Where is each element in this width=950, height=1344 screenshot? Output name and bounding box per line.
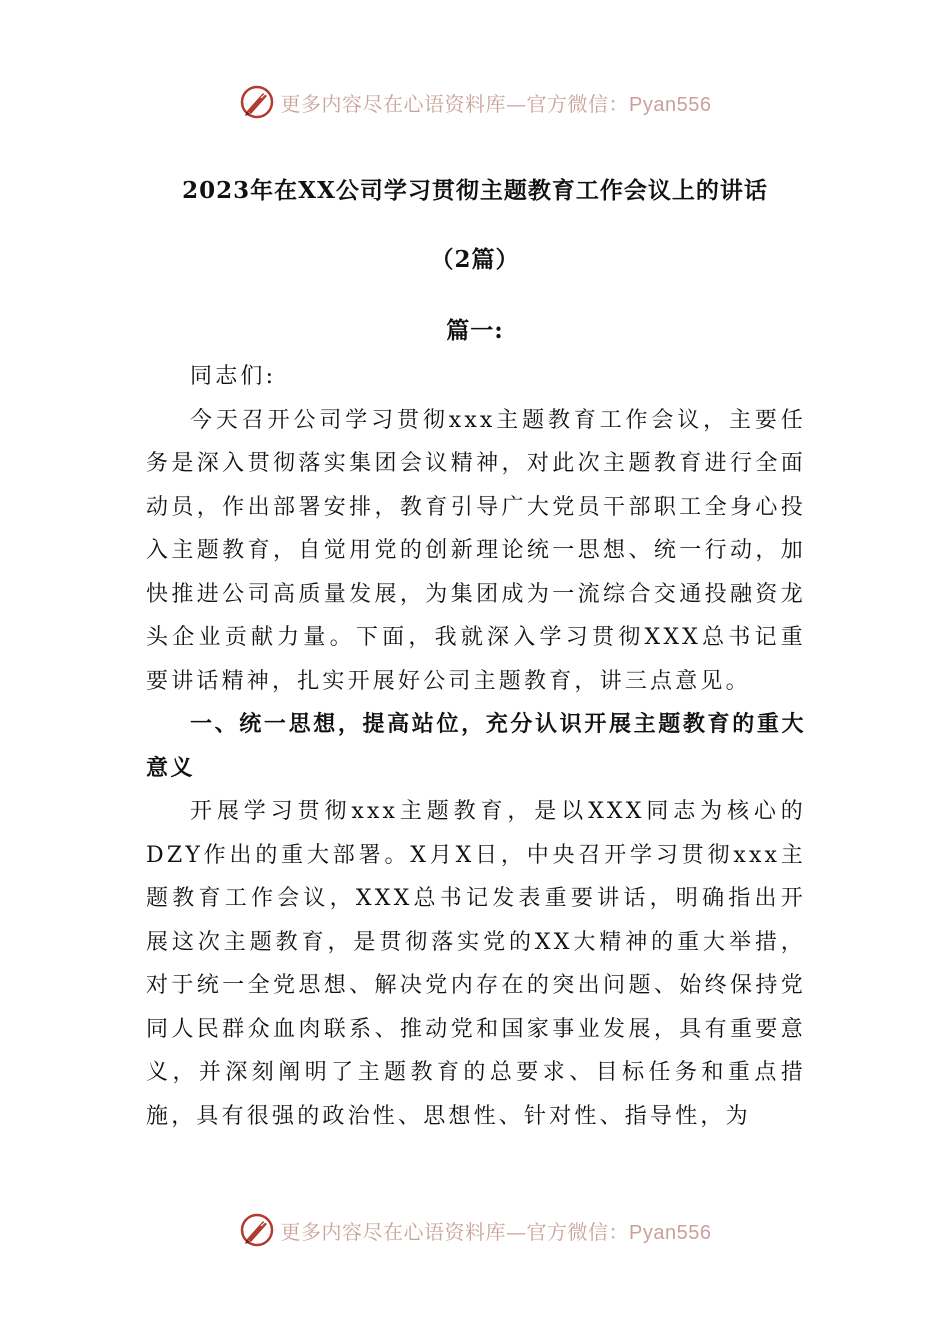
watermark-text: 更多内容尽在心语资料库—官方微信：Pyan556 [280, 1219, 712, 1244]
section-heading: 一、统一思想，提高站位，充分认识开展主题教育的重大意义 [146, 712, 806, 781]
document-body [146, 355, 806, 1138]
document-count-label: （2篇） [430, 246, 520, 273]
document-title: 2023年在XX公司学习贯彻主题教育工作会议上的讲话 [182, 177, 768, 204]
wechat-id: Pyan556 [629, 1221, 712, 1244]
paragraph: 今天召开公司学习贯彻xxx主题教育工作会议，主要任务是深入贯彻落实集团会议精神，对此次主题教育进行全面动员，作出部署安排，教育引导广大党员干部职工全身心投入主题教育，自觉用党的创新理论统一思想、统一行动，加快推进公司高质量发展，为集团成为一流综合交通投融资龙头企业贡献力量。下面，我就深入学习贯彻XXX总书记重要讲话精神，扎实开展好公司主题教育，讲三点意见。 [146, 407, 806, 694]
section-label: 篇一: [446, 317, 504, 344]
watermark-banner-top [0, 82, 950, 122]
watermark-text: 更多内容尽在心语资料库—官方微信：Pyan556 [280, 91, 712, 116]
wechat-id: Pyan556 [629, 93, 712, 116]
salutation: 同志们: [190, 364, 277, 389]
watermark-banner-bottom [0, 1210, 950, 1250]
pen-logo-icon [239, 1212, 275, 1248]
pen-logo-icon [239, 84, 275, 120]
paragraph: 开展学习贯彻xxx主题教育，是以XXX同志为核心的DZY作出的重大部署。X月X日，中央召开学习贯彻xxx主题教育工作会议，XXX总书记发表重要讲话，明确指出开展这次主题教育，是贯彻落实党的XX大精神的重大举措，对于统一全党思想、解决党内存在的突出问题、始终保持党同人民群众血肉联系、推动党和国家事业发展，具有重要意义，并深刻阐明了主题教育的总要求、目标任务和重点措施，具有很强的政治性、思想性、针对性、指导性，为 [146, 799, 806, 1129]
